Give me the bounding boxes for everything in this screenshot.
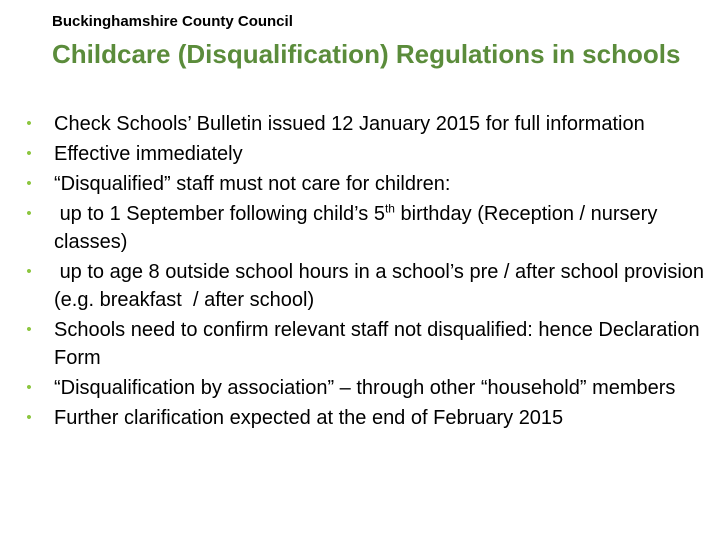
bullet-dot-icon: •	[26, 205, 32, 222]
bullet-dot-icon: •	[26, 321, 32, 338]
slide-title: Childcare (Disqualification) Regulations in schools	[52, 39, 681, 69]
bullet-text: Further clarification expected at the end of February 2015	[54, 407, 564, 429]
bullet-item	[22, 258, 712, 314]
bullet-item	[22, 316, 712, 372]
bullet-dot-icon: •	[26, 409, 32, 426]
bullet-item	[22, 374, 712, 402]
bullet-text-end: birthday (Reception / nursery classes)	[54, 203, 658, 253]
bullet-text: up to age 8 outside school hours in a school’s pre / after school provision (e.g. breakfast / after school)	[54, 261, 710, 311]
bullet-item	[22, 110, 712, 138]
bullet-text: “Disqualified” staff must not care for children:	[54, 173, 451, 195]
bullet-text: Check Schools’ Bulletin issued 12 January 2015 for full information	[54, 113, 645, 135]
bullet-item	[22, 200, 712, 256]
bullet-item	[22, 140, 712, 168]
bullet-text: Schools need to confirm relevant staff not disqualified: hence Declaration Form	[54, 319, 700, 369]
bullet-dot-icon: •	[26, 379, 32, 396]
bullet-item	[22, 170, 712, 198]
bullet-item	[22, 404, 712, 432]
bullet-text: Effective immediately	[54, 143, 243, 165]
organization-name: Buckinghamshire County Council	[52, 13, 293, 30]
bullet-text: “Disqualification by association” – through other “household” members	[54, 377, 676, 399]
bullet-dot-icon: •	[26, 263, 32, 280]
bullet-dot-icon: •	[26, 175, 32, 192]
ordinal-suffix: th	[384, 201, 395, 216]
bullet-dot-icon: •	[26, 115, 32, 132]
bullet-text-start: up to 1 September following child’s 5	[54, 203, 385, 225]
bullet-dot-icon: •	[26, 145, 32, 162]
bullet-list	[22, 110, 712, 434]
